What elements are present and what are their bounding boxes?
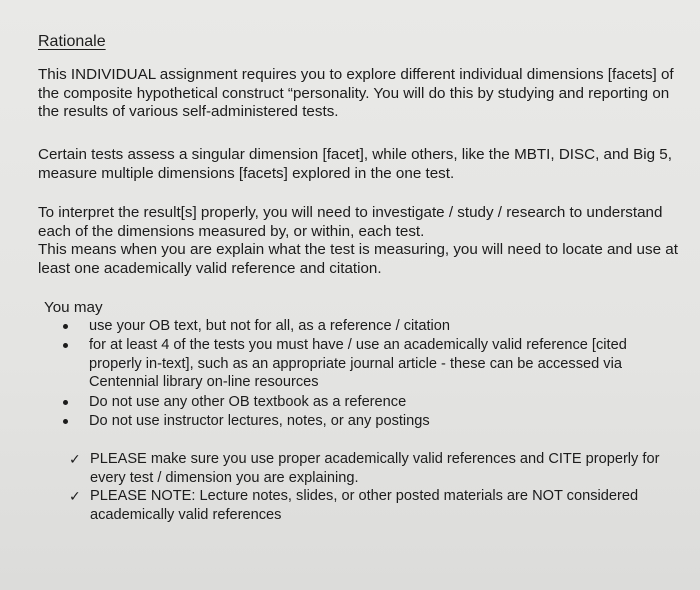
list-item-text: use your OB text, but not for all, as a reference / citation [89,318,450,334]
list-item [69,487,669,524]
list-item [63,393,663,411]
bullet-dot-icon [63,400,68,405]
list-item-text: Do not use any other OB textbook as a reference [89,393,407,410]
paragraph-interpretation-line2: This means when you are explain what the test is measuring, you will need to locate and use at least one academically valid reference and citation. [38,241,678,277]
notice-check-list [69,450,669,524]
checkmark-icon: ✓ [69,488,81,505]
paragraph-test-dimensions: Certain tests assess a singular dimension [facet], while others, like the MBTI, DISC, and Big 5, measure multiple dimensions [facets] explored in the one test. [38,146,672,182]
list-item-text: PLEASE NOTE: Lecture notes, slides, or other posted materials are NOT considered academically valid references [90,488,639,523]
list-item [63,412,663,430]
bullet-dot-icon [63,324,68,329]
you-may-label: You may [44,299,103,316]
paragraph-interpretation [38,204,678,278]
rationale-heading: Rationale [38,33,106,50]
bullet-dot-icon [63,419,68,424]
list-item-text: for at least 4 of the tests you must have / use an academically valid reference [cited properly in-text], such as an appropriate journal article - these can be accessed via Centennial library on-line resources [89,337,627,391]
list-item-text: Do not use instructor lectures, notes, or any postings [89,413,430,430]
paragraph-interpretation-line1: To interpret the result[s] properly, you will need to investigate / study / research to understand each of the dimensions measured by, or within, each test. [38,204,663,240]
list-item [63,336,663,391]
list-item [69,450,669,487]
permission-bullet-list [63,317,663,431]
paragraph-assignment-intro: This INDIVIDUAL assignment requires you to explore different individual dimensions [facets] of the composite hypothetical construct “personality. You will do this by studying and reporting on the results of various self-administered tests. [38,66,674,121]
list-item [63,317,663,335]
list-item-text: PLEASE make sure you use proper academically valid references and CITE properly for every test / dimension you are explaining. [90,451,660,486]
bullet-dot-icon [63,343,68,348]
checkmark-icon: ✓ [69,451,81,467]
